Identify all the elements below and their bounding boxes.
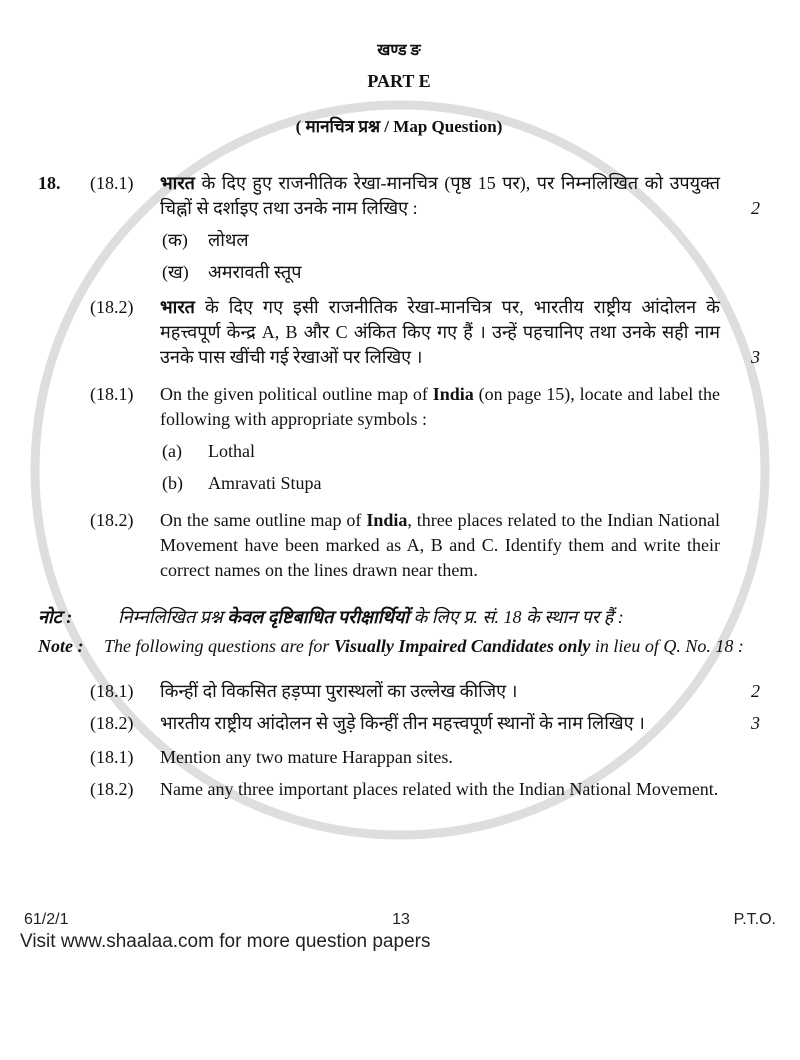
note-text-hindi: निम्नलिखित प्रश्न केवल दृष्टिबाधित परीक्षार्थियों के लिए प्र. सं. 18 के स्थान पर हैं : — [118, 607, 624, 627]
question-text: भारत के दिए हुए राजनीतिक रेखा-मानचित्र (पृष्ठ 15 पर), पर निम्नलिखित को उपयुक्त चिह्नों से दर्शाइए तथा उनके नाम लिखिए : — [160, 173, 720, 218]
subq-label: (18.2) — [90, 779, 134, 799]
marks: 3 — [751, 713, 760, 733]
marks: 3 — [751, 347, 760, 367]
option-label: (a) — [162, 441, 182, 461]
section-title-hindi: खण्ड ङ — [377, 42, 421, 59]
question-18-2-english — [38, 508, 760, 583]
question-text: भारतीय राष्ट्रीय आंदोलन से जुड़े किन्हीं तीन महत्त्वपूर्ण स्थानों के नाम लिखिए । — [160, 713, 645, 733]
note-text: The following questions are for Visually Impaired Candidates only in lieu of Q. No. 18 : — [104, 636, 744, 656]
subq-label: (18.1) — [90, 173, 134, 193]
option — [160, 260, 760, 285]
note-label-hindi: नोट : — [38, 607, 73, 627]
question-text: Name any three important places related with the Indian National Movement. — [160, 779, 719, 799]
option-label: (क) — [162, 230, 188, 250]
question-number: 18. — [38, 173, 61, 193]
option-text: लोथल — [208, 230, 249, 250]
paper-code: 61/2/1 — [24, 911, 69, 928]
pto-label: P.T.O. — [733, 911, 776, 928]
note-hindi — [38, 605, 760, 630]
option-text: Amravati Stupa — [208, 473, 322, 493]
vi-question — [38, 711, 760, 736]
option-label: (b) — [162, 473, 183, 493]
question-text: Mention any two mature Harappan sites. — [160, 747, 453, 767]
question-18-1-hindi — [38, 171, 760, 221]
section-subtitle: ( मानचित्र प्रश्न / Map Question) — [295, 117, 503, 136]
section-title: PART E — [367, 71, 431, 91]
subq-label: (18.1) — [90, 681, 134, 701]
subq-label: (18.2) — [90, 510, 134, 530]
question-text: On the given political outline map of India (on page 15), locate and label the following with appropriate symbols : — [160, 384, 721, 429]
page-number: 13 — [392, 911, 410, 928]
note-label: Note : — [38, 636, 84, 656]
subq-label: (18.2) — [90, 297, 134, 317]
footer — [0, 910, 800, 954]
question-18-2-hindi — [38, 295, 760, 370]
subq-label: (18.1) — [90, 384, 134, 404]
note — [38, 634, 760, 659]
subq-label: (18.1) — [90, 747, 134, 767]
question-text: किन्हीं दो विकसित हड़प्पा पुरास्थलों का उल्लेख कीजिए । — [160, 681, 518, 701]
option-text: Lothal — [208, 441, 255, 461]
option — [160, 439, 760, 464]
option-label: (ख) — [162, 262, 189, 282]
option-text: अमरावती स्तूप — [208, 262, 302, 282]
question-text: भारत के दिए गए इसी राजनीतिक रेखा-मानचित्र पर, भारतीय राष्ट्रीय आंदोलन के महत्त्वपूर्ण केन्द्र A, B और C अंकित किए गए हैं । उन्हें पहचानिए तथा उनके सही नाम उनके पास खींची गई रेखाओं पर लिखिए । — [160, 297, 720, 367]
subq-label: (18.2) — [90, 713, 134, 733]
vi-question — [38, 745, 760, 770]
vi-question — [38, 777, 760, 802]
option — [160, 471, 760, 496]
option — [160, 228, 760, 253]
vi-question — [38, 679, 760, 704]
marks: 2 — [751, 681, 760, 701]
question-18-1-english — [38, 382, 760, 432]
marks: 2 — [751, 198, 760, 218]
visit-link[interactable]: Visit www.shaalaa.com for more question papers — [20, 931, 431, 952]
question-text: On the same outline map of India, three places related to the Indian National Movement have been marked as A, B and C. Identify them and write their correct names on the lines drawn near them. — [160, 510, 721, 580]
